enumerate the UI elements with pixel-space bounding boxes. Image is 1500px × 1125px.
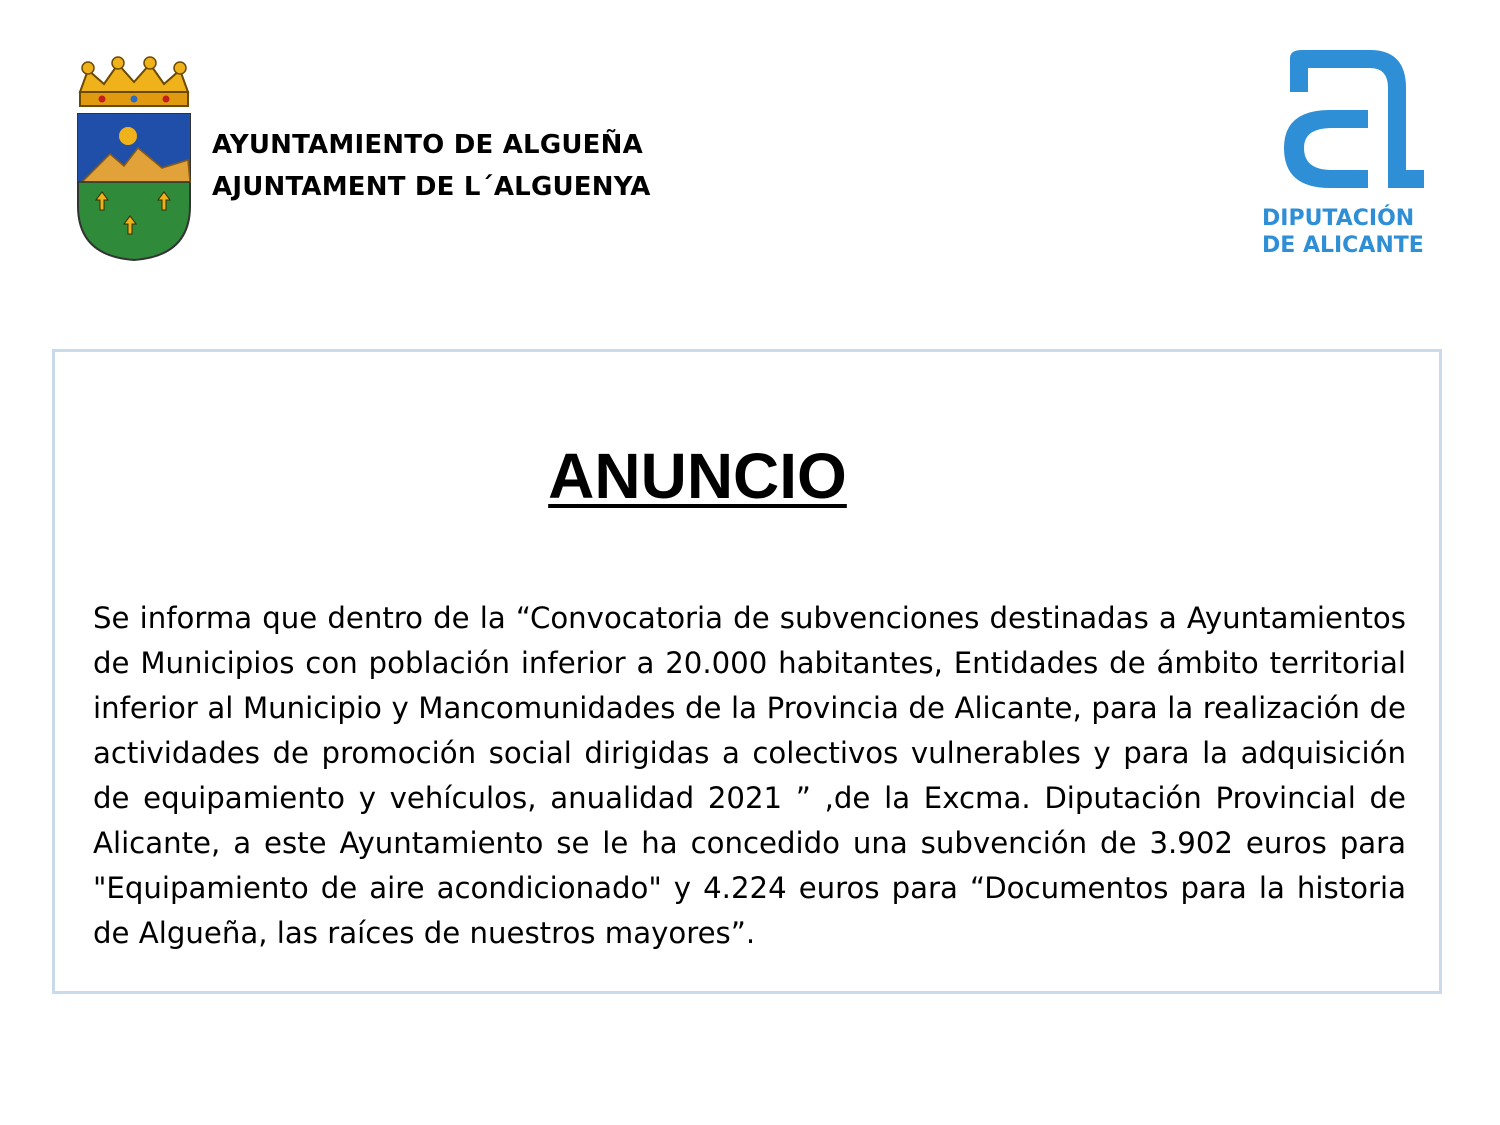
organization-names xyxy=(212,124,651,208)
crown-icon xyxy=(80,57,188,106)
shield-icon xyxy=(78,114,190,260)
diputacion-alicante-name xyxy=(1262,205,1434,259)
diputacion-name-line2: DE ALICANTE xyxy=(1262,233,1424,258)
diputacion-name-line1: DIPUTACIÓN xyxy=(1262,206,1415,231)
org-name-spanish: AYUNTAMIENTO DE ALGUEÑA xyxy=(212,130,643,160)
notice-title: ANUNCIO xyxy=(548,440,847,512)
notice-body: Se informa que dentro de la “Convocatoria de subvenciones destinadas a Ayuntamientos de Municipios con población inferior a 20.000 habitantes, Entidades de ámbito territorial inferior al Municipio y Mancomunidades de la Provincia de Alicante, para la realización de actividades de promoción social dirigidas a colectivos vulnerables y para la adquisición de equipamiento y vehículos, anualidad 2021 ” ,de la Excma. Diputación Provincial de Alicante, a este Ayuntamiento se le ha concedido una subvención de 3.902 euros para "Equipamiento de aire acondicionado" y 4.224 euros para “Documentos para la historia de Algueña, las raíces de nuestros mayores”. xyxy=(93,601,1406,950)
org-name-valencian: AJUNTAMENT DE L´ALGUENYA xyxy=(212,172,651,202)
algueña-coat-of-arms-icon xyxy=(66,56,202,262)
